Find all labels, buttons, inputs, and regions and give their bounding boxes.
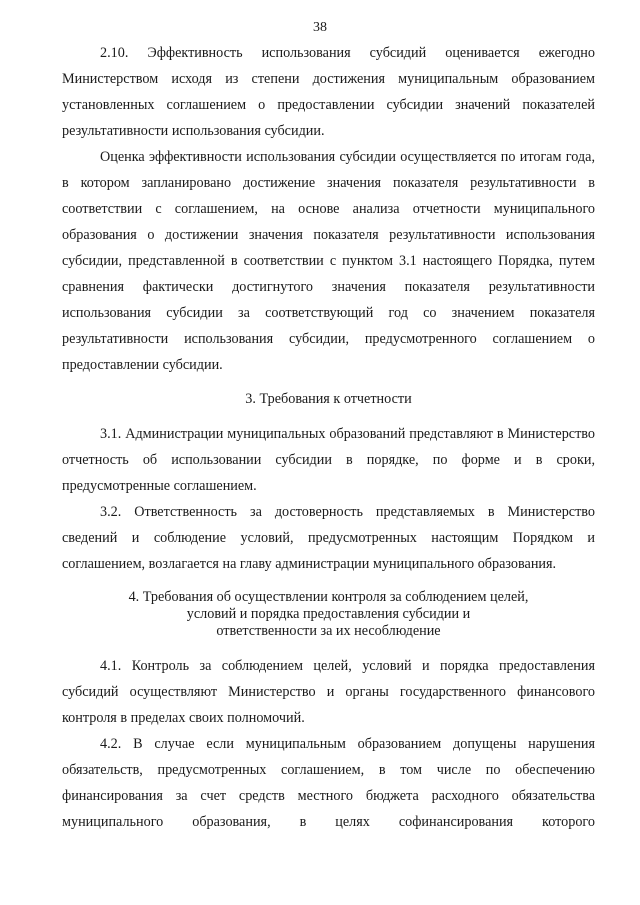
paragraph-2-10: 2.10. Эффективность использования субсидий оценивается ежегодно Министерством исходя из степени достижения муниципальным образованием установленных соглашением о предоставлении субсидии значений показателей результативности использования субсидии. <box>62 45 595 139</box>
section-4-heading-line-3: ответственности за их несоблюдение <box>216 623 441 639</box>
section-4-heading-line-1: 4. Требования об осуществлении контроля за соблюдением целей, <box>128 589 529 605</box>
section-3-heading: 3. Требования к отчетности <box>245 391 412 407</box>
section-4-heading-line-2: условий и порядка предоставления субсидии и <box>186 606 471 622</box>
paragraph-3-1: 3.1. Администрации муниципальных образований представляют в Министерство отчетность об использовании субсидии в порядке, по форме и в сроки, предусмотренные соглашением. <box>62 426 595 494</box>
document-body <box>62 40 595 835</box>
page-number: 38 <box>313 20 327 35</box>
paragraph-4-1: 4.1. Контроль за соблюдением целей, условий и порядка предоставления субсидий осуществляют Министерство и органы государственного финансового контроля в пределах своих полномочий. <box>62 658 595 726</box>
section-4-heading <box>62 589 595 640</box>
paragraph-3-2: 3.2. Ответственность за достоверность представляемых в Министерство сведений и соблюдение условий, предусмотренных настоящим Порядком и соглашением, возлагается на главу администрации муниципального образования. <box>62 504 595 572</box>
paragraph-4-2: 4.2. В случае если муниципальным образованием допущены нарушения обязательств, предусмотренных соглашением, в том числе по обеспечению финансирования за счет средств местного бюджета расходного обязательства муниципального образования, в целях софинансирования которого <box>62 736 595 830</box>
paragraph-evaluation: Оценка эффективности использования субсидии осуществляется по итогам года, в котором запланировано достижение значения показателя результативности в соответствии с соглашением, на основе анализа отчетности муниципального образования о достижении значения показателя результативности использования субсидии, представленной в соответствии с пунктом 3.1 настоящего Порядка, путем сравнения фактически достигнутого значения показателя результативности использования субсидии за соответствующий год со значением показателя результативности использования субсидии, предусмотренного соглашением о предоставлении субсидии. <box>62 149 595 373</box>
